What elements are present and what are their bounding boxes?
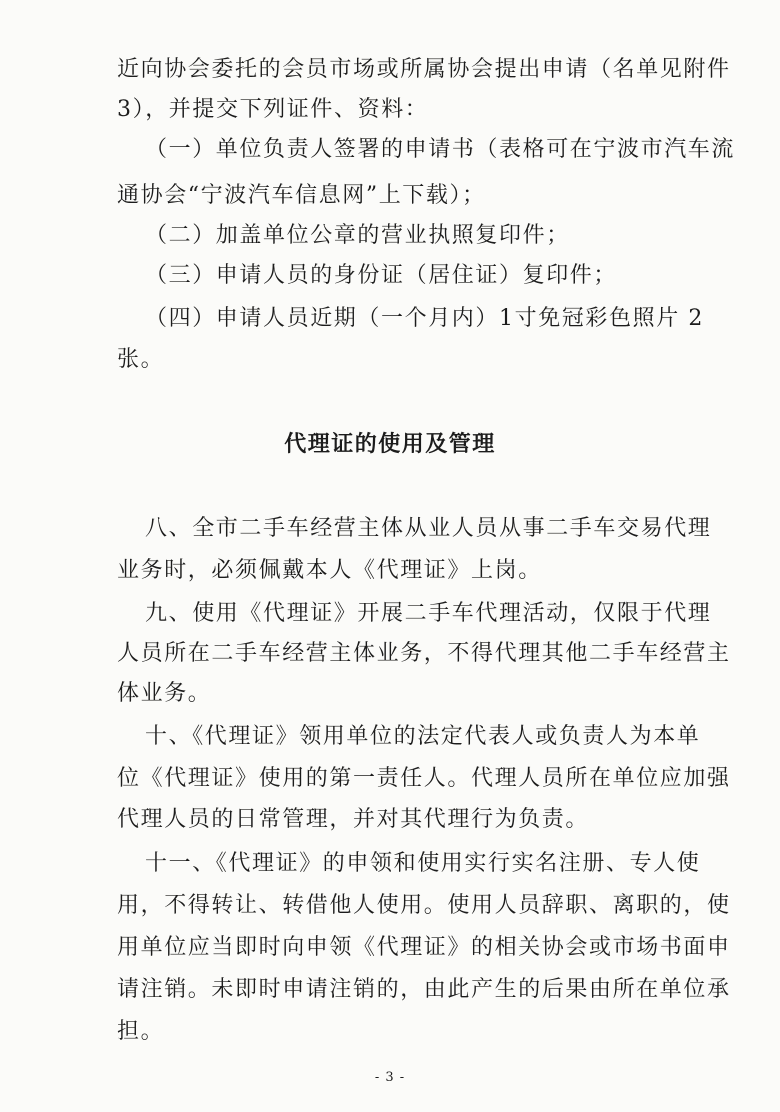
paragraph-line: 十、《代理证》领用单位的法定代表人或负责人为本单 bbox=[145, 724, 701, 749]
paragraph-line: （四）申请人员近期（一个月内）1寸免冠彩色照片 2 bbox=[145, 306, 704, 331]
paragraph-line: （二）加盖单位公章的营业执照复印件； bbox=[145, 223, 570, 248]
page-number: - 3 - bbox=[374, 1070, 406, 1085]
paragraph-line: 业务时，必须佩戴本人《代理证》上岗。 bbox=[117, 558, 542, 583]
paragraph-line: 张。 bbox=[117, 347, 165, 372]
paragraph-line: 担。 bbox=[117, 1019, 165, 1044]
paragraph-line: 体业务。 bbox=[117, 681, 212, 706]
paragraph-line: 近向协会委托的会员市场或所属协会提出申请（名单见附件 bbox=[117, 57, 731, 82]
paragraph-line: 用单位应当即时向申领《代理证》的相关协会或市场书面申 bbox=[117, 935, 731, 960]
paragraph-line: 九、使用《代理证》开展二手车代理活动，仅限于代理 bbox=[145, 601, 712, 626]
paragraph-line: 十一、《代理证》的申领和使用实行实名注册、专人使 bbox=[145, 851, 701, 876]
paragraph-line: （三）申请人员的身份证（居住证）复印件； bbox=[145, 263, 618, 288]
paragraph-line: 通协会“宁波汽车信息网”上下载）； bbox=[117, 183, 486, 208]
paragraph-line: 位《代理证》使用的第一责任人。代理人员所在单位应加强 bbox=[117, 766, 731, 791]
paragraph-line: 八、全市二手车经营主体从业人员从事二手车交易代理 bbox=[145, 516, 712, 541]
paragraph-line: 用，不得转让、转借他人使用。使用人员辞职、离职的，使 bbox=[117, 893, 731, 918]
paragraph-line: 代理人员的日常管理，并对其代理行为负责。 bbox=[117, 807, 590, 832]
paragraph-line: 人员所在二手车经营主体业务，不得代理其他二手车经营主 bbox=[117, 641, 731, 666]
paragraph-line: 3），并提交下列证件、资料： bbox=[117, 97, 429, 122]
section-heading: 代理证的使用及管理 bbox=[284, 432, 496, 457]
paragraph-line: （一）单位负责人签署的申请书（表格可在宁波市汽车流 bbox=[145, 137, 736, 162]
paragraph-line: 请注销。未即时申请注销的，由此产生的后果由所在单位承 bbox=[117, 977, 731, 1002]
